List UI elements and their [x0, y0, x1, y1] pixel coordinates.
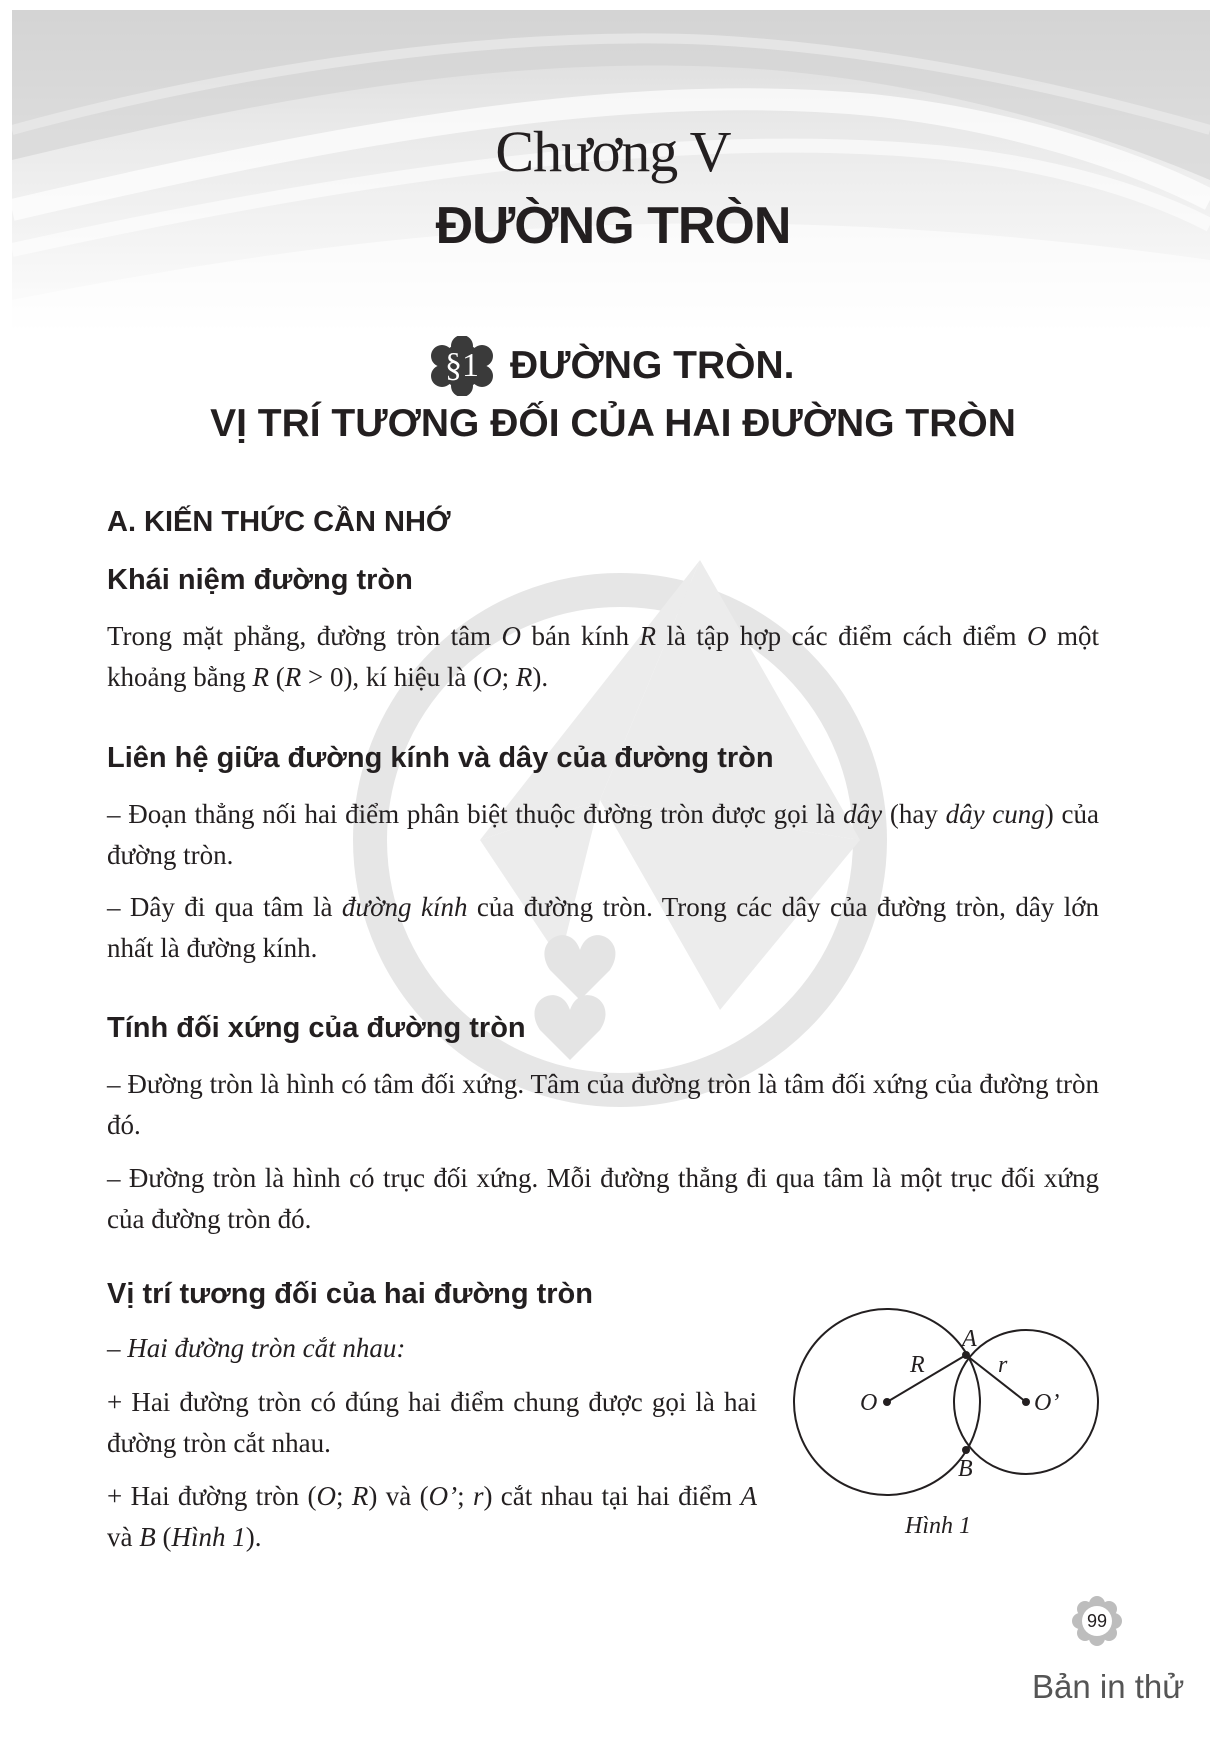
point-o-prime [1022, 1398, 1030, 1406]
text-run: + Hai đường tròn có đúng hai điểm chung được gọi là hai đường tròn cắt nhau. [107, 1387, 757, 1458]
italic-run: R [639, 621, 656, 651]
section-title-text: ĐƯỜNG TRÒN. [510, 344, 795, 387]
point-a [962, 1351, 970, 1359]
text-run: > 0), kí hiệu là ( [301, 662, 483, 692]
italic-run: đường kính [341, 892, 468, 922]
italic-run: dây cung [945, 799, 1045, 829]
italic-run: Hình 1 [171, 1522, 246, 1552]
label-o: O [860, 1390, 878, 1416]
italic-run: r [472, 1481, 484, 1511]
section-title-line2: VỊ TRÍ TƯƠNG ĐỐI CỦA HAI ĐƯỜNG TRÒN [210, 402, 1016, 445]
paragraph [107, 794, 1099, 876]
text-run: ). [532, 662, 549, 692]
label-o-prime: O’ [1034, 1390, 1060, 1416]
italic-run: R [515, 662, 533, 692]
point-b [962, 1446, 970, 1454]
italic-run: A [740, 1481, 757, 1511]
paragraph [107, 616, 1099, 698]
text-run: của đường tròn. Trong các dây của đường tròn, dây lớn nhất là đường kính. [107, 892, 1099, 963]
text-run: ). [245, 1522, 262, 1552]
label-b: B [958, 1456, 973, 1482]
italic-run: O’ [428, 1481, 458, 1511]
figure-caption: Hình 1 [905, 1513, 971, 1539]
italic-run: O [1026, 621, 1047, 651]
print-proof-label: Bản in thử [1032, 1668, 1185, 1705]
text-run: một khoảng bằng [107, 621, 1099, 692]
text-run: ; [457, 1481, 473, 1511]
italic-run: B [139, 1522, 156, 1552]
italic-run: O [316, 1481, 337, 1511]
text-run: ; [336, 1481, 352, 1511]
figure-intersecting-circles [790, 1300, 1110, 1510]
paragraph [107, 1476, 757, 1558]
paragraph [107, 1064, 1099, 1146]
part-a-heading: A. KIẾN THỨC CẦN NHỚ [107, 506, 451, 538]
italic-run: dây [843, 799, 883, 829]
text-run: ( [268, 662, 285, 692]
text-run: Trong mặt phẳng, đường tròn tâm [107, 621, 502, 651]
italic-run: R [252, 662, 269, 692]
italic-run: O [501, 621, 522, 651]
paragraph [107, 1382, 757, 1464]
chapter-title: ĐƯỜNG TRÒN [435, 197, 791, 255]
text-run: – Đoạn thẳng nối hai điểm phân biệt thuộc đường tròn được gọi là [107, 799, 844, 829]
topic-heading-symmetry: Tính đối xứng của đường tròn [107, 1012, 526, 1044]
text-run: – Dây đi qua tâm là [107, 892, 342, 922]
page-number-badge [1072, 1596, 1122, 1646]
section-title-line1 [428, 336, 794, 396]
italic-run: R [284, 662, 302, 692]
topic-heading-diameter-chord: Liên hệ giữa đường kính và dây của đường tròn [107, 742, 774, 774]
topic-heading-circle-definition: Khái niệm đường tròn [107, 564, 413, 596]
label-radius-small: r [998, 1352, 1008, 1378]
page-number: 99 [1086, 1610, 1108, 1631]
text-run: – Đường tròn là hình có trục đối xứng. Mỗi đường thẳng đi qua tâm là một trục đối xứng của đường tròn đó. [107, 1163, 1099, 1234]
paragraph [107, 1328, 757, 1369]
section-number: §1 [445, 347, 479, 384]
text-run: ( [155, 1522, 172, 1552]
text-run: ; [501, 662, 516, 692]
radius-r-small [966, 1355, 1026, 1402]
text-run: là tập hợp các điểm cách điểm [655, 621, 1027, 651]
text-run: (hay [882, 799, 946, 829]
text-run: và [107, 1522, 140, 1552]
chapter-label: Chương V [495, 119, 731, 184]
point-o [883, 1398, 891, 1406]
paragraph [107, 887, 1099, 969]
italic-run: – Hai đường tròn cắt nhau: [107, 1333, 406, 1363]
text-run: bán kính [521, 621, 640, 651]
text-run: ) cắt nhau tại hai điểm [483, 1481, 741, 1511]
topic-heading-relative-position: Vị trí tương đối của hai đường tròn [107, 1278, 593, 1310]
text-run: + Hai đường tròn ( [107, 1481, 317, 1511]
label-a: A [962, 1326, 977, 1352]
italic-run: R [351, 1481, 369, 1511]
text-run: ) của đường tròn. [107, 799, 1100, 870]
text-run: – Đường tròn là hình có tâm đối xứng. Tâm của đường tròn là tâm đối xứng của đường tròn đó. [107, 1069, 1099, 1140]
text-run: ) và ( [368, 1481, 429, 1511]
section-badge [428, 336, 496, 396]
paragraph [107, 1158, 1099, 1240]
italic-run: O [482, 662, 502, 692]
label-radius-big: R [910, 1352, 925, 1378]
